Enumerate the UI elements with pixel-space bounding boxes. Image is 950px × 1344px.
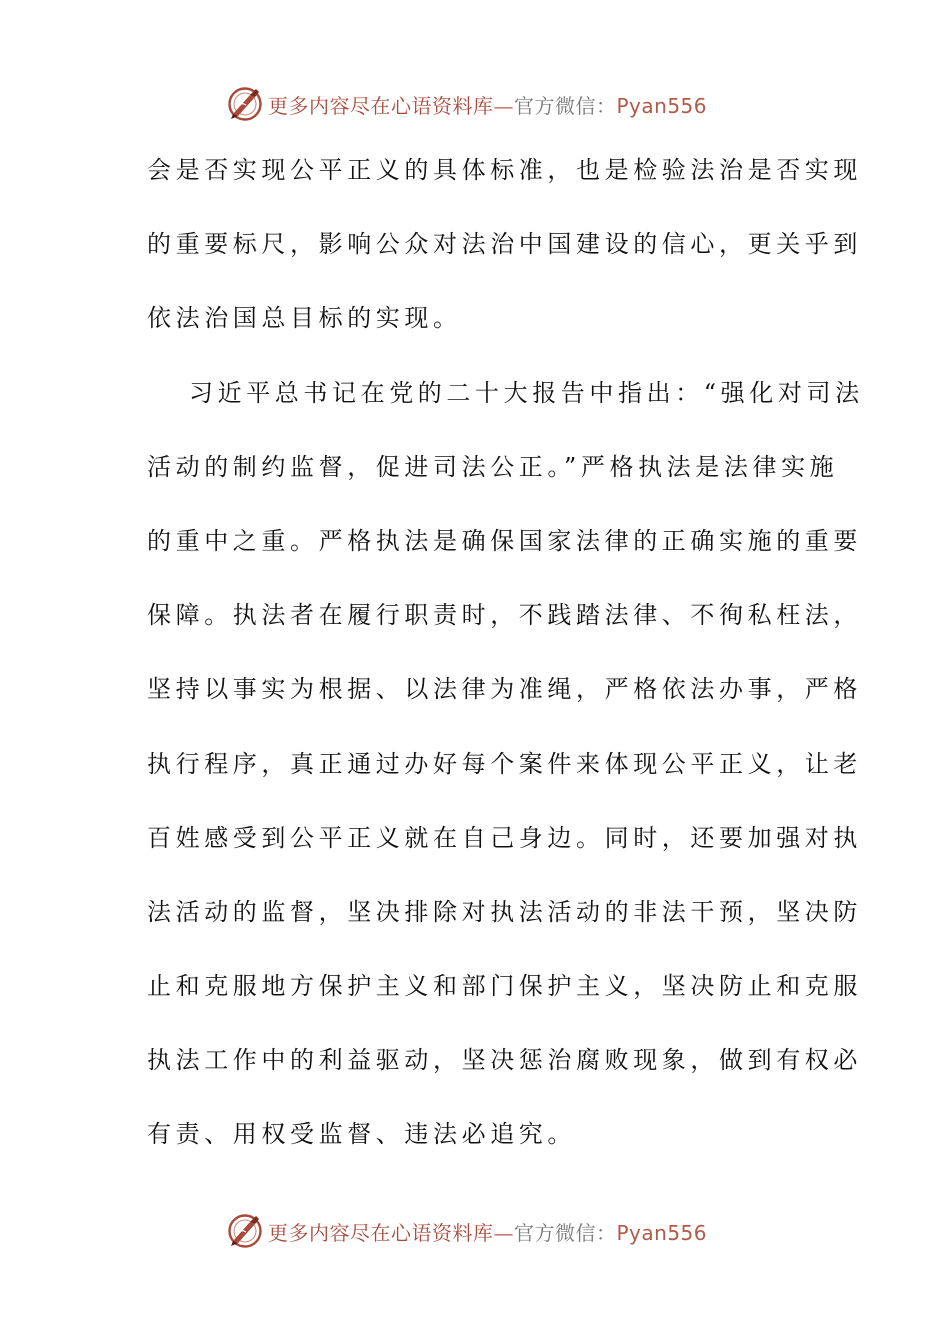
footer-banner [226,1211,707,1251]
text-line: 活动的制约监督，促进司法公正。”严格执法是法律实施 [147,452,839,481]
text-line: 百姓感受到公平正义就在自己身边。同时，还要加强对执 [147,823,862,852]
document-body [147,148,864,1187]
text-line: 止和克服地方保护主义和部门保护主义，坚决防止和克服 [147,972,862,1001]
banner-lead: 更多内容尽在心语资料库 [268,1220,494,1245]
text-line: 依法治国总目标的实现。 [147,304,462,333]
banner-wechat-id: Pyan556 [616,93,708,118]
banner-dash: — [493,93,514,118]
paragraph-strict-enforcement [147,371,864,1187]
text-line: 执法工作中的利益驱动，坚决惩治腐败现象，做到有权必 [147,1046,862,1075]
text-line: 执行程序，真正通过办好每个案件来体现公平正义，让老 [147,749,862,778]
text-line: 有责、用权受监督、违法必追究。 [147,1120,576,1149]
paragraph-continued [147,148,862,371]
text-line: 坚持以事实为根据、以法律为准绳，严格依法办事，严格 [147,675,862,704]
banner-text [268,1217,707,1246]
text-line: 法活动的监督，坚决排除对执法活动的非法干预，坚决防 [147,897,862,926]
banner-official-label: 官方微信： [514,1220,617,1245]
text-line: 会是否实现公平正义的具体标准，也是检验法治是否实现 [147,156,862,184]
text-line: 习近平总书记在党的二十大报告中指出：“强化对司法 [189,378,864,407]
text-line: 保障。执法者在履行职责时，不践踏法律、不徇私枉法， [147,601,862,630]
text-line: 的重中之重。严格执法是确保国家法律的正确实施的重要 [147,526,862,555]
header-banner [226,84,707,124]
text-line: 的重要标尺，影响公众对法治中国建设的信心，更关乎到 [147,230,862,259]
banner-lead: 更多内容尽在心语资料库 [268,93,494,118]
pen-logo-icon [226,85,264,123]
banner-text [268,90,707,119]
banner-dash: — [493,1220,514,1245]
banner-wechat-id: Pyan556 [616,1220,708,1245]
pen-logo-icon [226,1212,264,1250]
banner-official-label: 官方微信： [514,93,617,118]
